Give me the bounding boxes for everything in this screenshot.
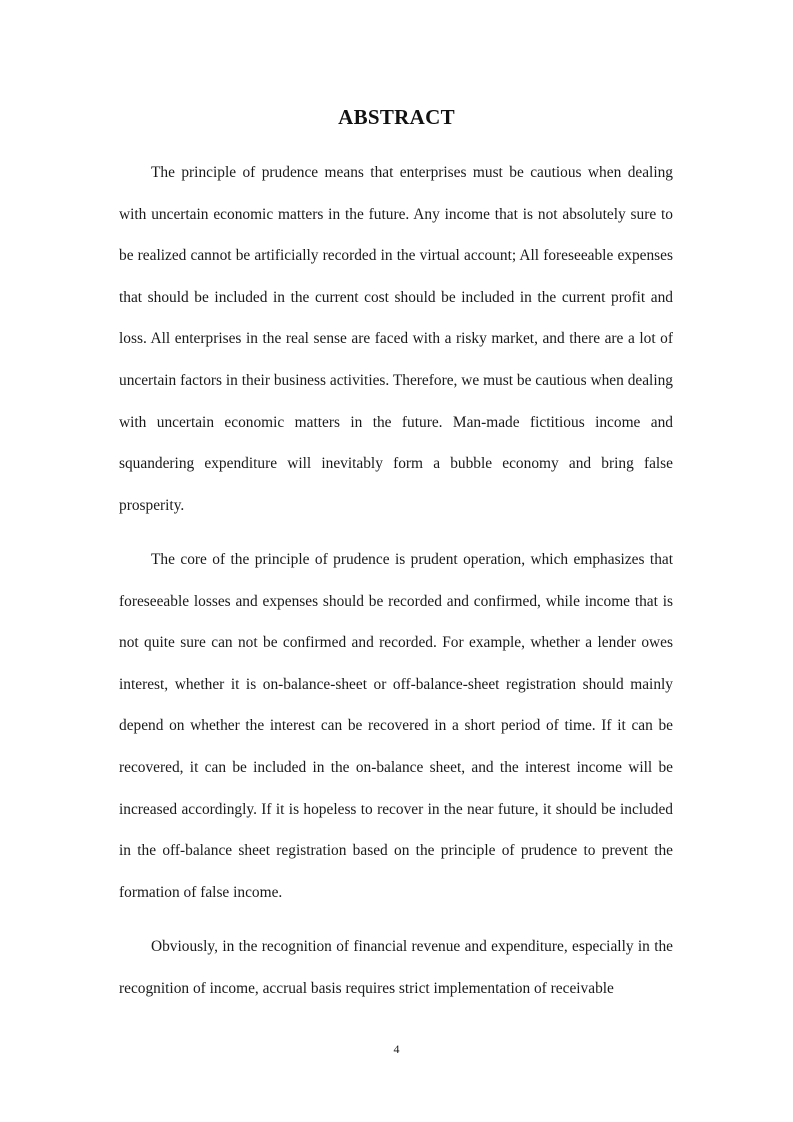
page-number: 4 [393, 1042, 400, 1056]
abstract-paragraph-1: The principle of prudence means that enterprises must be cautious when dealing with uncertain economic matters in the future. Any income that is not absolutely sure to be realized cannot be artificially recorded in the virtual account; All foreseeable expenses that should be included in the current cost should be included in the current profit and loss. All enterprises in the real sense are faced with a risky market, and there are a lot of uncertain factors in their business activities. Therefore, we must be cautious when dealing with uncertain economic matters in the future. Man-made fictitious income and squandering expenditure will inevitably form a bubble economy and bring false prosperity. [119, 164, 673, 514]
abstract-paragraph-2: The core of the principle of prudence is prudent operation, which emphasizes that foreseeable losses and expenses should be recorded and confirmed, while income that is not quite sure can not be confirmed and recorded. For example, whether a lender owes interest, whether it is on-balance-sheet or off-balance-sheet registration should mainly depend on whether the interest can be recovered in a short period of time. If it can be recovered, it can be included in the on-balance sheet, and the interest income will be increased accordingly. If it is hopeless to recover in the near future, it should be included in the off-balance sheet registration based on the principle of prudence to prevent the formation of false income. [119, 551, 673, 901]
page-title: ABSTRACT [338, 105, 455, 129]
abstract-paragraph-3: Obviously, in the recognition of financial revenue and expenditure, especially in the recognition of income, accrual basis requires strict implementation of receivable [119, 938, 673, 997]
